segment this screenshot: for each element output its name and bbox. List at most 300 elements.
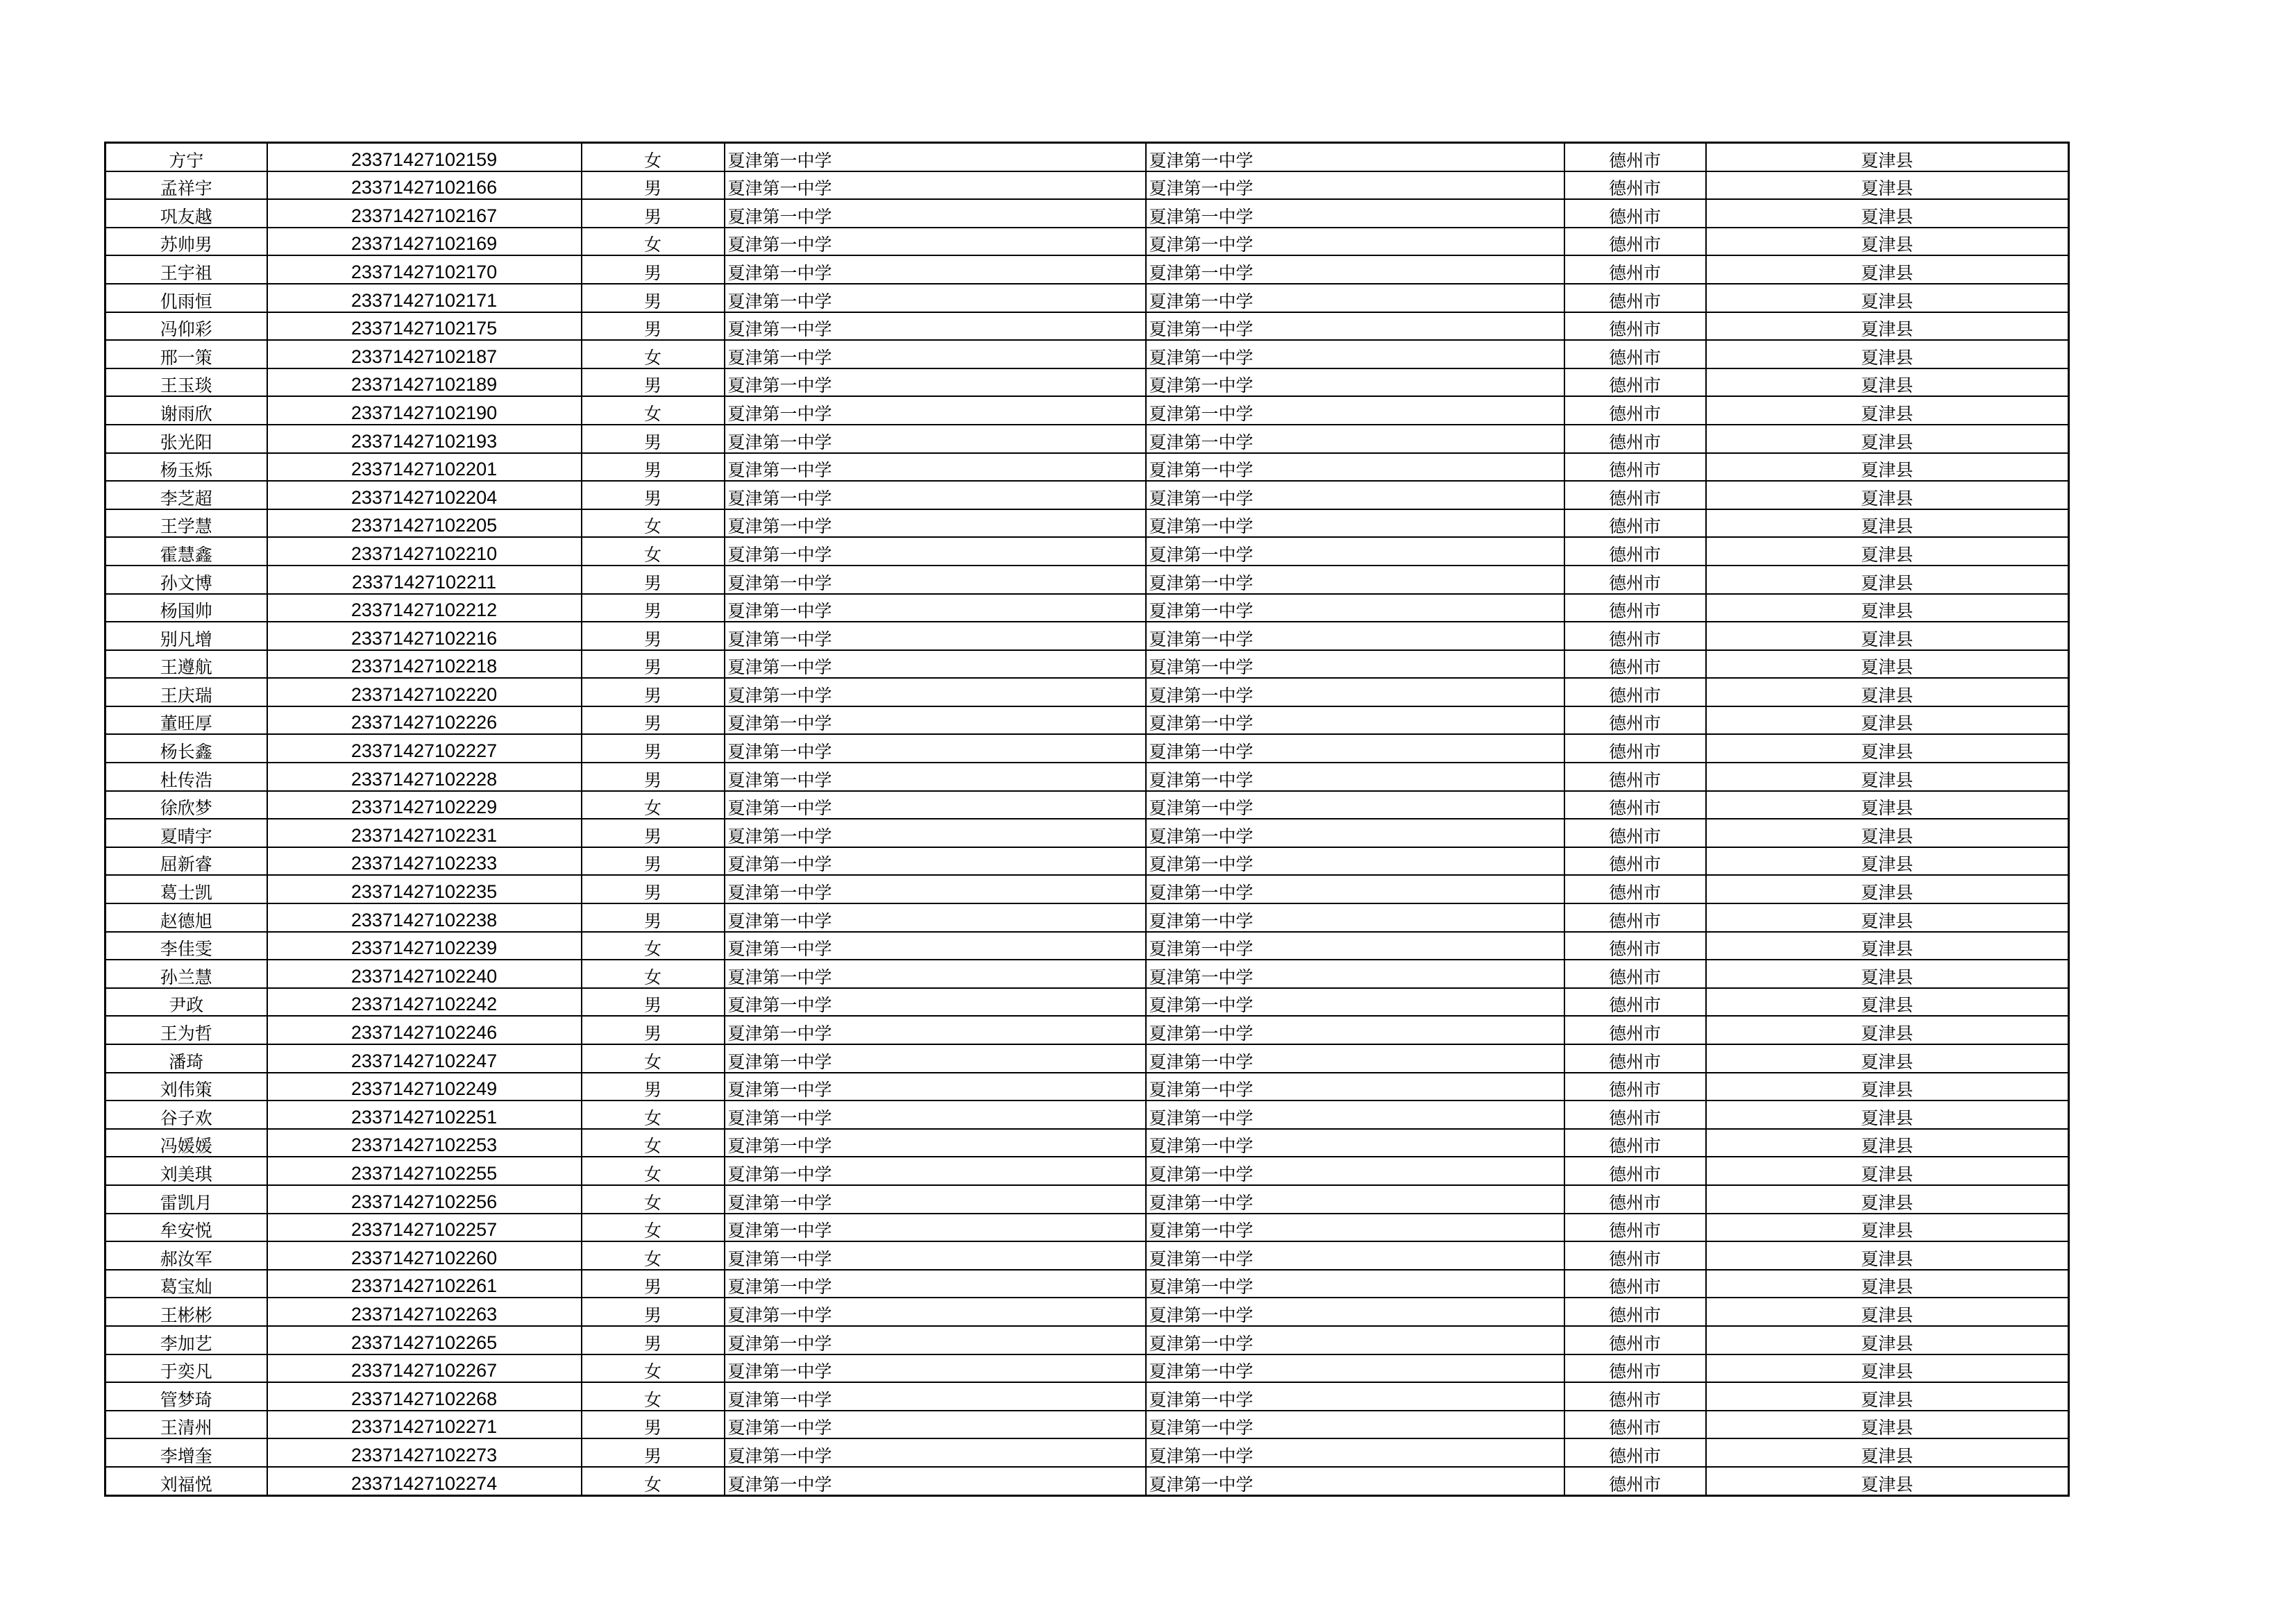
table-row <box>105 453 2069 482</box>
city-cell: 德州市 <box>1564 819 1706 847</box>
table-row <box>105 368 2069 397</box>
student-name-cell: 杨玉烁 <box>105 453 267 482</box>
gender-cell: 男 <box>582 734 725 763</box>
gender-cell: 男 <box>582 1016 725 1044</box>
gender-cell: 男 <box>582 678 725 706</box>
student-name-cell: 巩友越 <box>105 199 267 228</box>
school-cell: 夏津第一中学 <box>725 509 1146 538</box>
county-cell: 夏津县 <box>1706 396 2069 425</box>
school-cell: 夏津第一中学 <box>725 988 1146 1017</box>
student-name-cell: 杨国帅 <box>105 594 267 622</box>
gender-cell: 女 <box>582 1354 725 1383</box>
school-cell: 夏津第一中学 <box>725 1298 1146 1326</box>
school-cell: 夏津第一中学 <box>725 1016 1146 1044</box>
exam-number-cell: 23371427102227 <box>267 734 582 763</box>
school-cell: 夏津第一中学 <box>725 171 1146 200</box>
graduating-school-cell: 夏津第一中学 <box>1146 903 1564 932</box>
graduating-school-cell: 夏津第一中学 <box>1146 1326 1564 1354</box>
school-cell: 夏津第一中学 <box>725 228 1146 256</box>
table-row <box>105 734 2069 763</box>
student-name-cell: 刘福悦 <box>105 1467 267 1495</box>
county-cell: 夏津县 <box>1706 340 2069 368</box>
graduating-school-cell: 夏津第一中学 <box>1146 509 1564 538</box>
graduating-school-cell: 夏津第一中学 <box>1146 481 1564 509</box>
county-cell: 夏津县 <box>1706 1044 2069 1073</box>
table-row <box>105 1044 2069 1073</box>
table-row <box>105 1467 2069 1495</box>
county-cell: 夏津县 <box>1706 1241 2069 1270</box>
gender-cell: 男 <box>582 1326 725 1354</box>
student-name-cell: 潘琦 <box>105 1044 267 1073</box>
table-row <box>105 622 2069 650</box>
exam-number-cell: 23371427102246 <box>267 1016 582 1044</box>
table-row <box>105 340 2069 368</box>
table-row <box>105 847 2069 876</box>
graduating-school-cell: 夏津第一中学 <box>1146 284 1564 312</box>
gender-cell: 男 <box>582 847 725 876</box>
graduating-school-cell: 夏津第一中学 <box>1146 960 1564 988</box>
gender-cell: 男 <box>582 566 725 594</box>
exam-number-cell: 23371427102201 <box>267 453 582 482</box>
table-row <box>105 1270 2069 1298</box>
exam-number-cell: 23371427102169 <box>267 228 582 256</box>
school-cell: 夏津第一中学 <box>725 566 1146 594</box>
school-cell: 夏津第一中学 <box>725 1073 1146 1101</box>
student-name-cell: 李增奎 <box>105 1438 267 1467</box>
student-name-cell: 刘美琪 <box>105 1157 267 1185</box>
graduating-school-cell: 夏津第一中学 <box>1146 1101 1564 1129</box>
exam-number-cell: 23371427102233 <box>267 847 582 876</box>
gender-cell: 男 <box>582 706 725 735</box>
school-cell: 夏津第一中学 <box>725 1326 1146 1354</box>
graduating-school-cell: 夏津第一中学 <box>1146 763 1564 791</box>
graduating-school-cell: 夏津第一中学 <box>1146 1016 1564 1044</box>
school-cell: 夏津第一中学 <box>725 537 1146 566</box>
table-row <box>105 1438 2069 1467</box>
county-cell: 夏津县 <box>1706 312 2069 341</box>
county-cell: 夏津县 <box>1706 1438 2069 1467</box>
student-name-cell: 邢一策 <box>105 340 267 368</box>
county-cell: 夏津县 <box>1706 1270 2069 1298</box>
student-name-cell: 牟安悦 <box>105 1214 267 1242</box>
table-row <box>105 1157 2069 1185</box>
city-cell: 德州市 <box>1564 1354 1706 1383</box>
school-cell: 夏津第一中学 <box>725 875 1146 903</box>
exam-number-cell: 23371427102171 <box>267 284 582 312</box>
city-cell: 德州市 <box>1564 734 1706 763</box>
student-name-cell: 苏帅男 <box>105 228 267 256</box>
exam-number-cell: 23371427102170 <box>267 255 582 284</box>
table-row <box>105 312 2069 341</box>
graduating-school-cell: 夏津第一中学 <box>1146 650 1564 679</box>
graduating-school-cell: 夏津第一中学 <box>1146 678 1564 706</box>
graduating-school-cell: 夏津第一中学 <box>1146 819 1564 847</box>
student-name-cell: 于奕凡 <box>105 1354 267 1383</box>
student-roster-table <box>104 142 2070 1497</box>
city-cell: 德州市 <box>1564 368 1706 397</box>
table-row <box>105 537 2069 566</box>
graduating-school-cell: 夏津第一中学 <box>1146 340 1564 368</box>
school-cell: 夏津第一中学 <box>725 312 1146 341</box>
gender-cell: 男 <box>582 1438 725 1467</box>
school-cell: 夏津第一中学 <box>725 847 1146 876</box>
exam-number-cell: 23371427102187 <box>267 340 582 368</box>
exam-number-cell: 23371427102216 <box>267 622 582 650</box>
school-cell: 夏津第一中学 <box>725 1157 1146 1185</box>
student-name-cell: 王玉琰 <box>105 368 267 397</box>
exam-number-cell: 23371427102235 <box>267 875 582 903</box>
gender-cell: 男 <box>582 903 725 932</box>
city-cell: 德州市 <box>1564 1241 1706 1270</box>
city-cell: 德州市 <box>1564 1467 1706 1495</box>
graduating-school-cell: 夏津第一中学 <box>1146 255 1564 284</box>
student-name-cell: 方宁 <box>105 143 267 171</box>
city-cell: 德州市 <box>1564 622 1706 650</box>
city-cell: 德州市 <box>1564 1438 1706 1467</box>
graduating-school-cell: 夏津第一中学 <box>1146 396 1564 425</box>
graduating-school-cell: 夏津第一中学 <box>1146 368 1564 397</box>
city-cell: 德州市 <box>1564 255 1706 284</box>
school-cell: 夏津第一中学 <box>725 1467 1146 1495</box>
gender-cell: 女 <box>582 509 725 538</box>
county-cell: 夏津县 <box>1706 566 2069 594</box>
city-cell: 德州市 <box>1564 706 1706 735</box>
city-cell: 德州市 <box>1564 509 1706 538</box>
school-cell: 夏津第一中学 <box>725 960 1146 988</box>
gender-cell: 女 <box>582 1214 725 1242</box>
student-name-cell: 刘伟策 <box>105 1073 267 1101</box>
county-cell: 夏津县 <box>1706 988 2069 1017</box>
gender-cell: 男 <box>582 819 725 847</box>
city-cell: 德州市 <box>1564 228 1706 256</box>
county-cell: 夏津县 <box>1706 847 2069 876</box>
graduating-school-cell: 夏津第一中学 <box>1146 1185 1564 1214</box>
city-cell: 德州市 <box>1564 960 1706 988</box>
city-cell: 德州市 <box>1564 988 1706 1017</box>
table-row <box>105 228 2069 256</box>
city-cell: 德州市 <box>1564 453 1706 482</box>
school-cell: 夏津第一中学 <box>725 1044 1146 1073</box>
school-cell: 夏津第一中学 <box>725 650 1146 679</box>
table-row <box>105 791 2069 819</box>
exam-number-cell: 23371427102255 <box>267 1157 582 1185</box>
gender-cell: 男 <box>582 312 725 341</box>
table-row <box>105 1298 2069 1326</box>
gender-cell: 女 <box>582 143 725 171</box>
exam-number-cell: 23371427102210 <box>267 537 582 566</box>
student-name-cell: 徐欣梦 <box>105 791 267 819</box>
gender-cell: 男 <box>582 284 725 312</box>
city-cell: 德州市 <box>1564 340 1706 368</box>
graduating-school-cell: 夏津第一中学 <box>1146 199 1564 228</box>
gender-cell: 男 <box>582 255 725 284</box>
graduating-school-cell: 夏津第一中学 <box>1146 1129 1564 1157</box>
gender-cell: 男 <box>582 425 725 453</box>
city-cell: 德州市 <box>1564 396 1706 425</box>
gender-cell: 女 <box>582 791 725 819</box>
school-cell: 夏津第一中学 <box>725 1241 1146 1270</box>
city-cell: 德州市 <box>1564 594 1706 622</box>
county-cell: 夏津县 <box>1706 199 2069 228</box>
gender-cell: 女 <box>582 228 725 256</box>
exam-number-cell: 23371427102273 <box>267 1438 582 1467</box>
exam-number-cell: 23371427102159 <box>267 143 582 171</box>
school-cell: 夏津第一中学 <box>725 340 1146 368</box>
table-row <box>105 819 2069 847</box>
gender-cell: 男 <box>582 1270 725 1298</box>
county-cell: 夏津县 <box>1706 171 2069 200</box>
gender-cell: 男 <box>582 988 725 1017</box>
city-cell: 德州市 <box>1564 199 1706 228</box>
gender-cell: 男 <box>582 622 725 650</box>
gender-cell: 男 <box>582 199 725 228</box>
exam-number-cell: 23371427102228 <box>267 763 582 791</box>
city-cell: 德州市 <box>1564 847 1706 876</box>
exam-number-cell: 23371427102190 <box>267 396 582 425</box>
table-row <box>105 763 2069 791</box>
exam-number-cell: 23371427102175 <box>267 312 582 341</box>
county-cell: 夏津县 <box>1706 1326 2069 1354</box>
city-cell: 德州市 <box>1564 1214 1706 1242</box>
graduating-school-cell: 夏津第一中学 <box>1146 734 1564 763</box>
student-name-cell: 冯媛媛 <box>105 1129 267 1157</box>
exam-number-cell: 23371427102242 <box>267 988 582 1017</box>
school-cell: 夏津第一中学 <box>725 763 1146 791</box>
graduating-school-cell: 夏津第一中学 <box>1146 847 1564 876</box>
exam-number-cell: 23371427102251 <box>267 1101 582 1129</box>
table-row <box>105 1214 2069 1242</box>
exam-number-cell: 23371427102247 <box>267 1044 582 1073</box>
graduating-school-cell: 夏津第一中学 <box>1146 1411 1564 1439</box>
student-name-cell: 王为哲 <box>105 1016 267 1044</box>
county-cell: 夏津县 <box>1706 734 2069 763</box>
table-row <box>105 1354 2069 1383</box>
graduating-school-cell: 夏津第一中学 <box>1146 1214 1564 1242</box>
student-name-cell: 张光阳 <box>105 425 267 453</box>
exam-number-cell: 23371427102189 <box>267 368 582 397</box>
student-name-cell: 李芝超 <box>105 481 267 509</box>
county-cell: 夏津县 <box>1706 763 2069 791</box>
graduating-school-cell: 夏津第一中学 <box>1146 988 1564 1017</box>
table-row <box>105 481 2069 509</box>
city-cell: 德州市 <box>1564 1129 1706 1157</box>
county-cell: 夏津县 <box>1706 960 2069 988</box>
city-cell: 德州市 <box>1564 1016 1706 1044</box>
student-name-cell: 杨长鑫 <box>105 734 267 763</box>
student-name-cell: 董旺厚 <box>105 706 267 735</box>
school-cell: 夏津第一中学 <box>725 1185 1146 1214</box>
table-row <box>105 594 2069 622</box>
gender-cell: 男 <box>582 594 725 622</box>
gender-cell: 女 <box>582 960 725 988</box>
school-cell: 夏津第一中学 <box>725 255 1146 284</box>
table-row <box>105 678 2069 706</box>
school-cell: 夏津第一中学 <box>725 594 1146 622</box>
county-cell: 夏津县 <box>1706 1298 2069 1326</box>
graduating-school-cell: 夏津第一中学 <box>1146 566 1564 594</box>
gender-cell: 女 <box>582 396 725 425</box>
student-name-cell: 葛宝灿 <box>105 1270 267 1298</box>
school-cell: 夏津第一中学 <box>725 1438 1146 1467</box>
student-name-cell: 葛士凯 <box>105 875 267 903</box>
county-cell: 夏津县 <box>1706 368 2069 397</box>
exam-number-cell: 23371427102211 <box>267 566 582 594</box>
county-cell: 夏津县 <box>1706 932 2069 960</box>
student-name-cell: 霍慧鑫 <box>105 537 267 566</box>
student-name-cell: 别凡增 <box>105 622 267 650</box>
gender-cell: 男 <box>582 763 725 791</box>
gender-cell: 男 <box>582 453 725 482</box>
graduating-school-cell: 夏津第一中学 <box>1146 1073 1564 1101</box>
exam-number-cell: 23371427102265 <box>267 1326 582 1354</box>
city-cell: 德州市 <box>1564 1411 1706 1439</box>
table-row <box>105 566 2069 594</box>
table-row <box>105 1241 2069 1270</box>
table-row <box>105 199 2069 228</box>
city-cell: 德州市 <box>1564 312 1706 341</box>
exam-number-cell: 23371427102267 <box>267 1354 582 1383</box>
table-row <box>105 1073 2069 1101</box>
student-name-cell: 李佳雯 <box>105 932 267 960</box>
student-name-cell: 王清州 <box>105 1411 267 1439</box>
student-name-cell: 夏晴宇 <box>105 819 267 847</box>
city-cell: 德州市 <box>1564 284 1706 312</box>
gender-cell: 男 <box>582 1411 725 1439</box>
student-name-cell: 王宇祖 <box>105 255 267 284</box>
school-cell: 夏津第一中学 <box>725 1411 1146 1439</box>
city-cell: 德州市 <box>1564 763 1706 791</box>
graduating-school-cell: 夏津第一中学 <box>1146 453 1564 482</box>
county-cell: 夏津县 <box>1706 228 2069 256</box>
county-cell: 夏津县 <box>1706 594 2069 622</box>
gender-cell: 女 <box>582 932 725 960</box>
county-cell: 夏津县 <box>1706 678 2069 706</box>
county-cell: 夏津县 <box>1706 1467 2069 1495</box>
school-cell: 夏津第一中学 <box>725 706 1146 735</box>
county-cell: 夏津县 <box>1706 1214 2069 1242</box>
city-cell: 德州市 <box>1564 1298 1706 1326</box>
county-cell: 夏津县 <box>1706 706 2069 735</box>
county-cell: 夏津县 <box>1706 1185 2069 1214</box>
school-cell: 夏津第一中学 <box>725 1129 1146 1157</box>
county-cell: 夏津县 <box>1706 481 2069 509</box>
gender-cell: 男 <box>582 481 725 509</box>
table-row <box>105 255 2069 284</box>
graduating-school-cell: 夏津第一中学 <box>1146 1044 1564 1073</box>
graduating-school-cell: 夏津第一中学 <box>1146 537 1564 566</box>
graduating-school-cell: 夏津第一中学 <box>1146 1354 1564 1383</box>
school-cell: 夏津第一中学 <box>725 903 1146 932</box>
school-cell: 夏津第一中学 <box>725 1101 1146 1129</box>
exam-number-cell: 23371427102166 <box>267 171 582 200</box>
gender-cell: 女 <box>582 1241 725 1270</box>
exam-number-cell: 23371427102218 <box>267 650 582 679</box>
gender-cell: 女 <box>582 1129 725 1157</box>
gender-cell: 女 <box>582 1467 725 1495</box>
exam-number-cell: 23371427102229 <box>267 791 582 819</box>
exam-number-cell: 23371427102271 <box>267 1411 582 1439</box>
county-cell: 夏津县 <box>1706 509 2069 538</box>
exam-number-cell: 23371427102239 <box>267 932 582 960</box>
table-row <box>105 1016 2069 1044</box>
graduating-school-cell: 夏津第一中学 <box>1146 228 1564 256</box>
school-cell: 夏津第一中学 <box>725 143 1146 171</box>
graduating-school-cell: 夏津第一中学 <box>1146 1241 1564 1270</box>
student-name-cell: 谷子欢 <box>105 1101 267 1129</box>
table-row <box>105 1129 2069 1157</box>
student-name-cell: 孙兰慧 <box>105 960 267 988</box>
student-name-cell: 王学慧 <box>105 509 267 538</box>
graduating-school-cell: 夏津第一中学 <box>1146 312 1564 341</box>
table-row <box>105 1326 2069 1354</box>
city-cell: 德州市 <box>1564 875 1706 903</box>
city-cell: 德州市 <box>1564 1044 1706 1073</box>
gender-cell: 男 <box>582 875 725 903</box>
table-row <box>105 932 2069 960</box>
county-cell: 夏津县 <box>1706 143 2069 171</box>
school-cell: 夏津第一中学 <box>725 1270 1146 1298</box>
gender-cell: 女 <box>582 340 725 368</box>
school-cell: 夏津第一中学 <box>725 932 1146 960</box>
student-name-cell: 仉雨恒 <box>105 284 267 312</box>
city-cell: 德州市 <box>1564 678 1706 706</box>
student-name-cell: 李加艺 <box>105 1326 267 1354</box>
gender-cell: 男 <box>582 368 725 397</box>
city-cell: 德州市 <box>1564 566 1706 594</box>
school-cell: 夏津第一中学 <box>725 284 1146 312</box>
county-cell: 夏津县 <box>1706 1157 2069 1185</box>
county-cell: 夏津县 <box>1706 284 2069 312</box>
graduating-school-cell: 夏津第一中学 <box>1146 875 1564 903</box>
graduating-school-cell: 夏津第一中学 <box>1146 1382 1564 1411</box>
table-row <box>105 284 2069 312</box>
city-cell: 德州市 <box>1564 903 1706 932</box>
city-cell: 德州市 <box>1564 1382 1706 1411</box>
graduating-school-cell: 夏津第一中学 <box>1146 171 1564 200</box>
exam-number-cell: 23371427102204 <box>267 481 582 509</box>
school-cell: 夏津第一中学 <box>725 678 1146 706</box>
school-cell: 夏津第一中学 <box>725 1214 1146 1242</box>
county-cell: 夏津县 <box>1706 1016 2069 1044</box>
county-cell: 夏津县 <box>1706 650 2069 679</box>
table-row <box>105 1382 2069 1411</box>
gender-cell: 男 <box>582 171 725 200</box>
exam-number-cell: 23371427102268 <box>267 1382 582 1411</box>
county-cell: 夏津县 <box>1706 622 2069 650</box>
graduating-school-cell: 夏津第一中学 <box>1146 791 1564 819</box>
graduating-school-cell: 夏津第一中学 <box>1146 1270 1564 1298</box>
county-cell: 夏津县 <box>1706 875 2069 903</box>
city-cell: 德州市 <box>1564 1073 1706 1101</box>
table-row <box>105 143 2069 171</box>
student-name-cell: 屈新睿 <box>105 847 267 876</box>
student-name-cell: 郝汝军 <box>105 1241 267 1270</box>
table-row <box>105 171 2069 200</box>
school-cell: 夏津第一中学 <box>725 396 1146 425</box>
exam-number-cell: 23371427102263 <box>267 1298 582 1326</box>
table-row <box>105 706 2069 735</box>
city-cell: 德州市 <box>1564 537 1706 566</box>
gender-cell: 女 <box>582 1157 725 1185</box>
county-cell: 夏津县 <box>1706 453 2069 482</box>
graduating-school-cell: 夏津第一中学 <box>1146 425 1564 453</box>
graduating-school-cell: 夏津第一中学 <box>1146 706 1564 735</box>
school-cell: 夏津第一中学 <box>725 1382 1146 1411</box>
gender-cell: 女 <box>582 1382 725 1411</box>
exam-number-cell: 23371427102260 <box>267 1241 582 1270</box>
school-cell: 夏津第一中学 <box>725 734 1146 763</box>
graduating-school-cell: 夏津第一中学 <box>1146 932 1564 960</box>
